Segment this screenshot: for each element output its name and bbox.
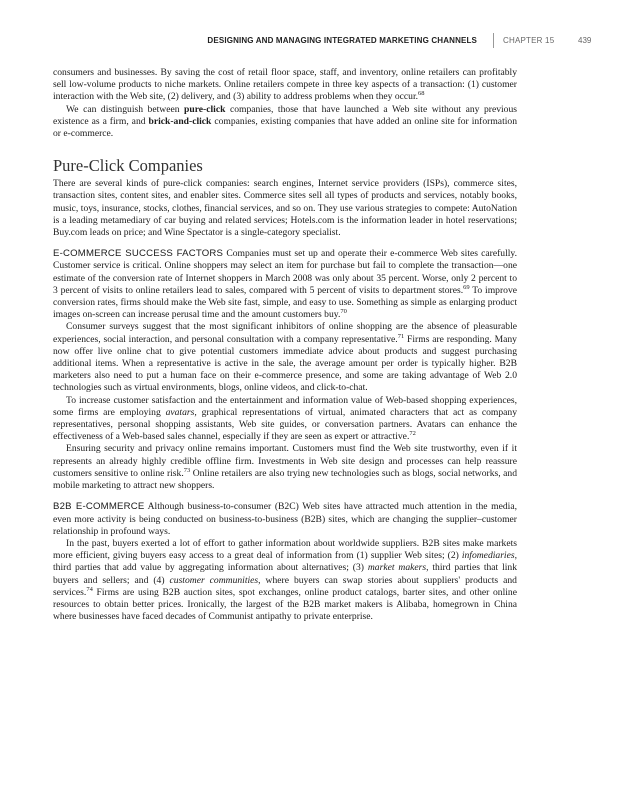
- ecommerce-paragraph-2: Consumer surveys suggest that the most significant inhibitors of online shopping are the absence of pleasurable experiences, social interaction, and personal consultation with a company representative.$^{71}$ Firms are responding. Many now offer live online chat to give potential customers immediate advice about products and suggest purchasing additional items. When a representative is active in the sale, the average amount per order is typically higher. B2B marketers also need to put a human face on their e-commerce presence, and some are taking advantage of Web 2.0 technologies such as virtual environments, blogs, online videos, and click-to-chat.: [53, 321, 517, 394]
- section-heading-pure-click: Pure-Click Companies: [53, 156, 203, 176]
- intro-paragraph-2: We can distinguish between pure-click companies, those that have launched a Web site without any previous existence as a firm, and brick-and-click companies, existing companies that have added an online site for information or e-commerce.: [53, 103, 517, 140]
- footnote-ref: 68: [418, 90, 425, 98]
- term-customer-communities: customer communities: [169, 574, 259, 586]
- ecommerce-paragraph-1: E-COMMERCE SUCCESS FACTORS Companies must set up and operate their e-commerce Web sites carefully. Customer service is critical. Online shoppers may select an item for purchase but fail to complete the transaction—one estimate of the conversion rate of Internet shoppers in March 2008 was only about 35 percent. Worse, only 2 percent to 3 percent of visits to online retailers lead to sales, compared with 5 percent of visits to department stores.$^{69}$ To improve conversion rates, firms should make the Web site fast, simple, and easy to use. Something as simple as enlarging product images on-screen can increase perusal time and the amount customers buy.$^{70}$: [53, 248, 517, 321]
- b2b-paragraph-2: In the past, buyers exerted a lot of effort to gather information about worldwide suppliers. B2B sites make markets more efficient, giving buyers easy access to a great deal of information from (1) supplier Web sites; (2) infomediaries, third parties that add value by aggregating information about alternatives; (3) market makers, third parties that link buyers and sellers; and (4) customer communities, where buyers can swap stories about suppliers' products and services.$^{74}$ Firms are using B2B auction sites, spot exchanges, online product catalogs, barter sites, and other online resources to obtain better prices. Ironically, the largest of the B2B market makers is Alibaba, homegrown in China where businesses have faced decades of Communist antipathy to private enterprise.: [53, 537, 518, 623]
- footnote-ref: 74: [86, 585, 93, 593]
- term-pure-click: pure-click: [184, 103, 226, 115]
- header-divider: [493, 33, 494, 48]
- ecommerce-paragraph-3: To increase customer satisfaction and the entertainment and information value of Web-based shopping experiences, some firms are employing avatars, graphical representations of virtual, animated characters that act as company representatives, personal shopping assistants, Web site guides, or conversation partners. Avatars can enhance the effectiveness of a Web-based sales channel, especially if they are seen as expert or attractive.$^{72}$: [53, 394, 518, 443]
- term-market-makers: market makers: [367, 562, 427, 574]
- subheading-ecommerce-success-factors: E-COMMERCE SUCCESS FACTORS: [53, 248, 224, 260]
- ecommerce-paragraph-4: Ensuring security and privacy online remains important. Customers must find the Web site trustworthy, even if it represents an already highly credible offline firm. Investments in Web site design and processes can help reassure customers sensitive to online risk.$^{73}$ Online retailers are also trying new technologies such as blogs, social networks, and mobile marketing to attract new shoppers.: [53, 443, 517, 492]
- pure-click-paragraph: There are several kinds of pure-click companies: search engines, Internet service providers (ISPs), commerce sites, transaction sites, content sites, and enabler sites. Commerce sites sell all types of products and services, notably books, music, toys, insurance, stocks, clothes, financial services, and so on. They use various strategies to compete: AutoNation is a leading metamediary of car buying and related services; Hotels.com is the information leader in hotel reservations; Buy.com leads on price; and Wine Spectator is a single-category specialist.: [53, 178, 517, 239]
- footnote-ref: 72: [409, 430, 416, 438]
- running-header: [0, 36, 623, 50]
- footnote-ref: 70: [340, 308, 347, 316]
- subheading-b2b-ecommerce: B2B E-COMMERCE: [53, 501, 145, 513]
- b2b-paragraph-1: B2B E-COMMERCE Although business-to-consumer (B2C) Web sites have attracted much attention in the media, even more activity is being conducted on business-to-business (B2B) sites, which are changing the supplier–customer relationship in profound ways.: [53, 501, 517, 537]
- term-avatars: avatars: [165, 406, 195, 418]
- chapter-label: CHAPTER 15: [503, 36, 555, 45]
- page-number: 439: [578, 36, 592, 45]
- page-body: [53, 67, 517, 623]
- running-header-title: DESIGNING AND MANAGING INTEGRATED MARKETING CHANNELS: [207, 36, 477, 45]
- footnote-ref: 73: [183, 466, 191, 474]
- intro-paragraph-1: consumers and businesses. By saving the cost of retail floor space, staff, and inventory, online retailers can profitably sell low-volume products to niche markets. Online retailers compete in three key aspects of a transaction: (1) customer interaction with the Web site, (2) delivery, and (3) ability to address problems when they occur.$^{68}$: [53, 67, 517, 103]
- term-brick-and-click: brick-and-click: [148, 115, 212, 127]
- term-infomediaries: infomediaries: [461, 550, 515, 562]
- footnote-ref: 69: [463, 283, 470, 291]
- footnote-ref: 71: [397, 332, 405, 340]
